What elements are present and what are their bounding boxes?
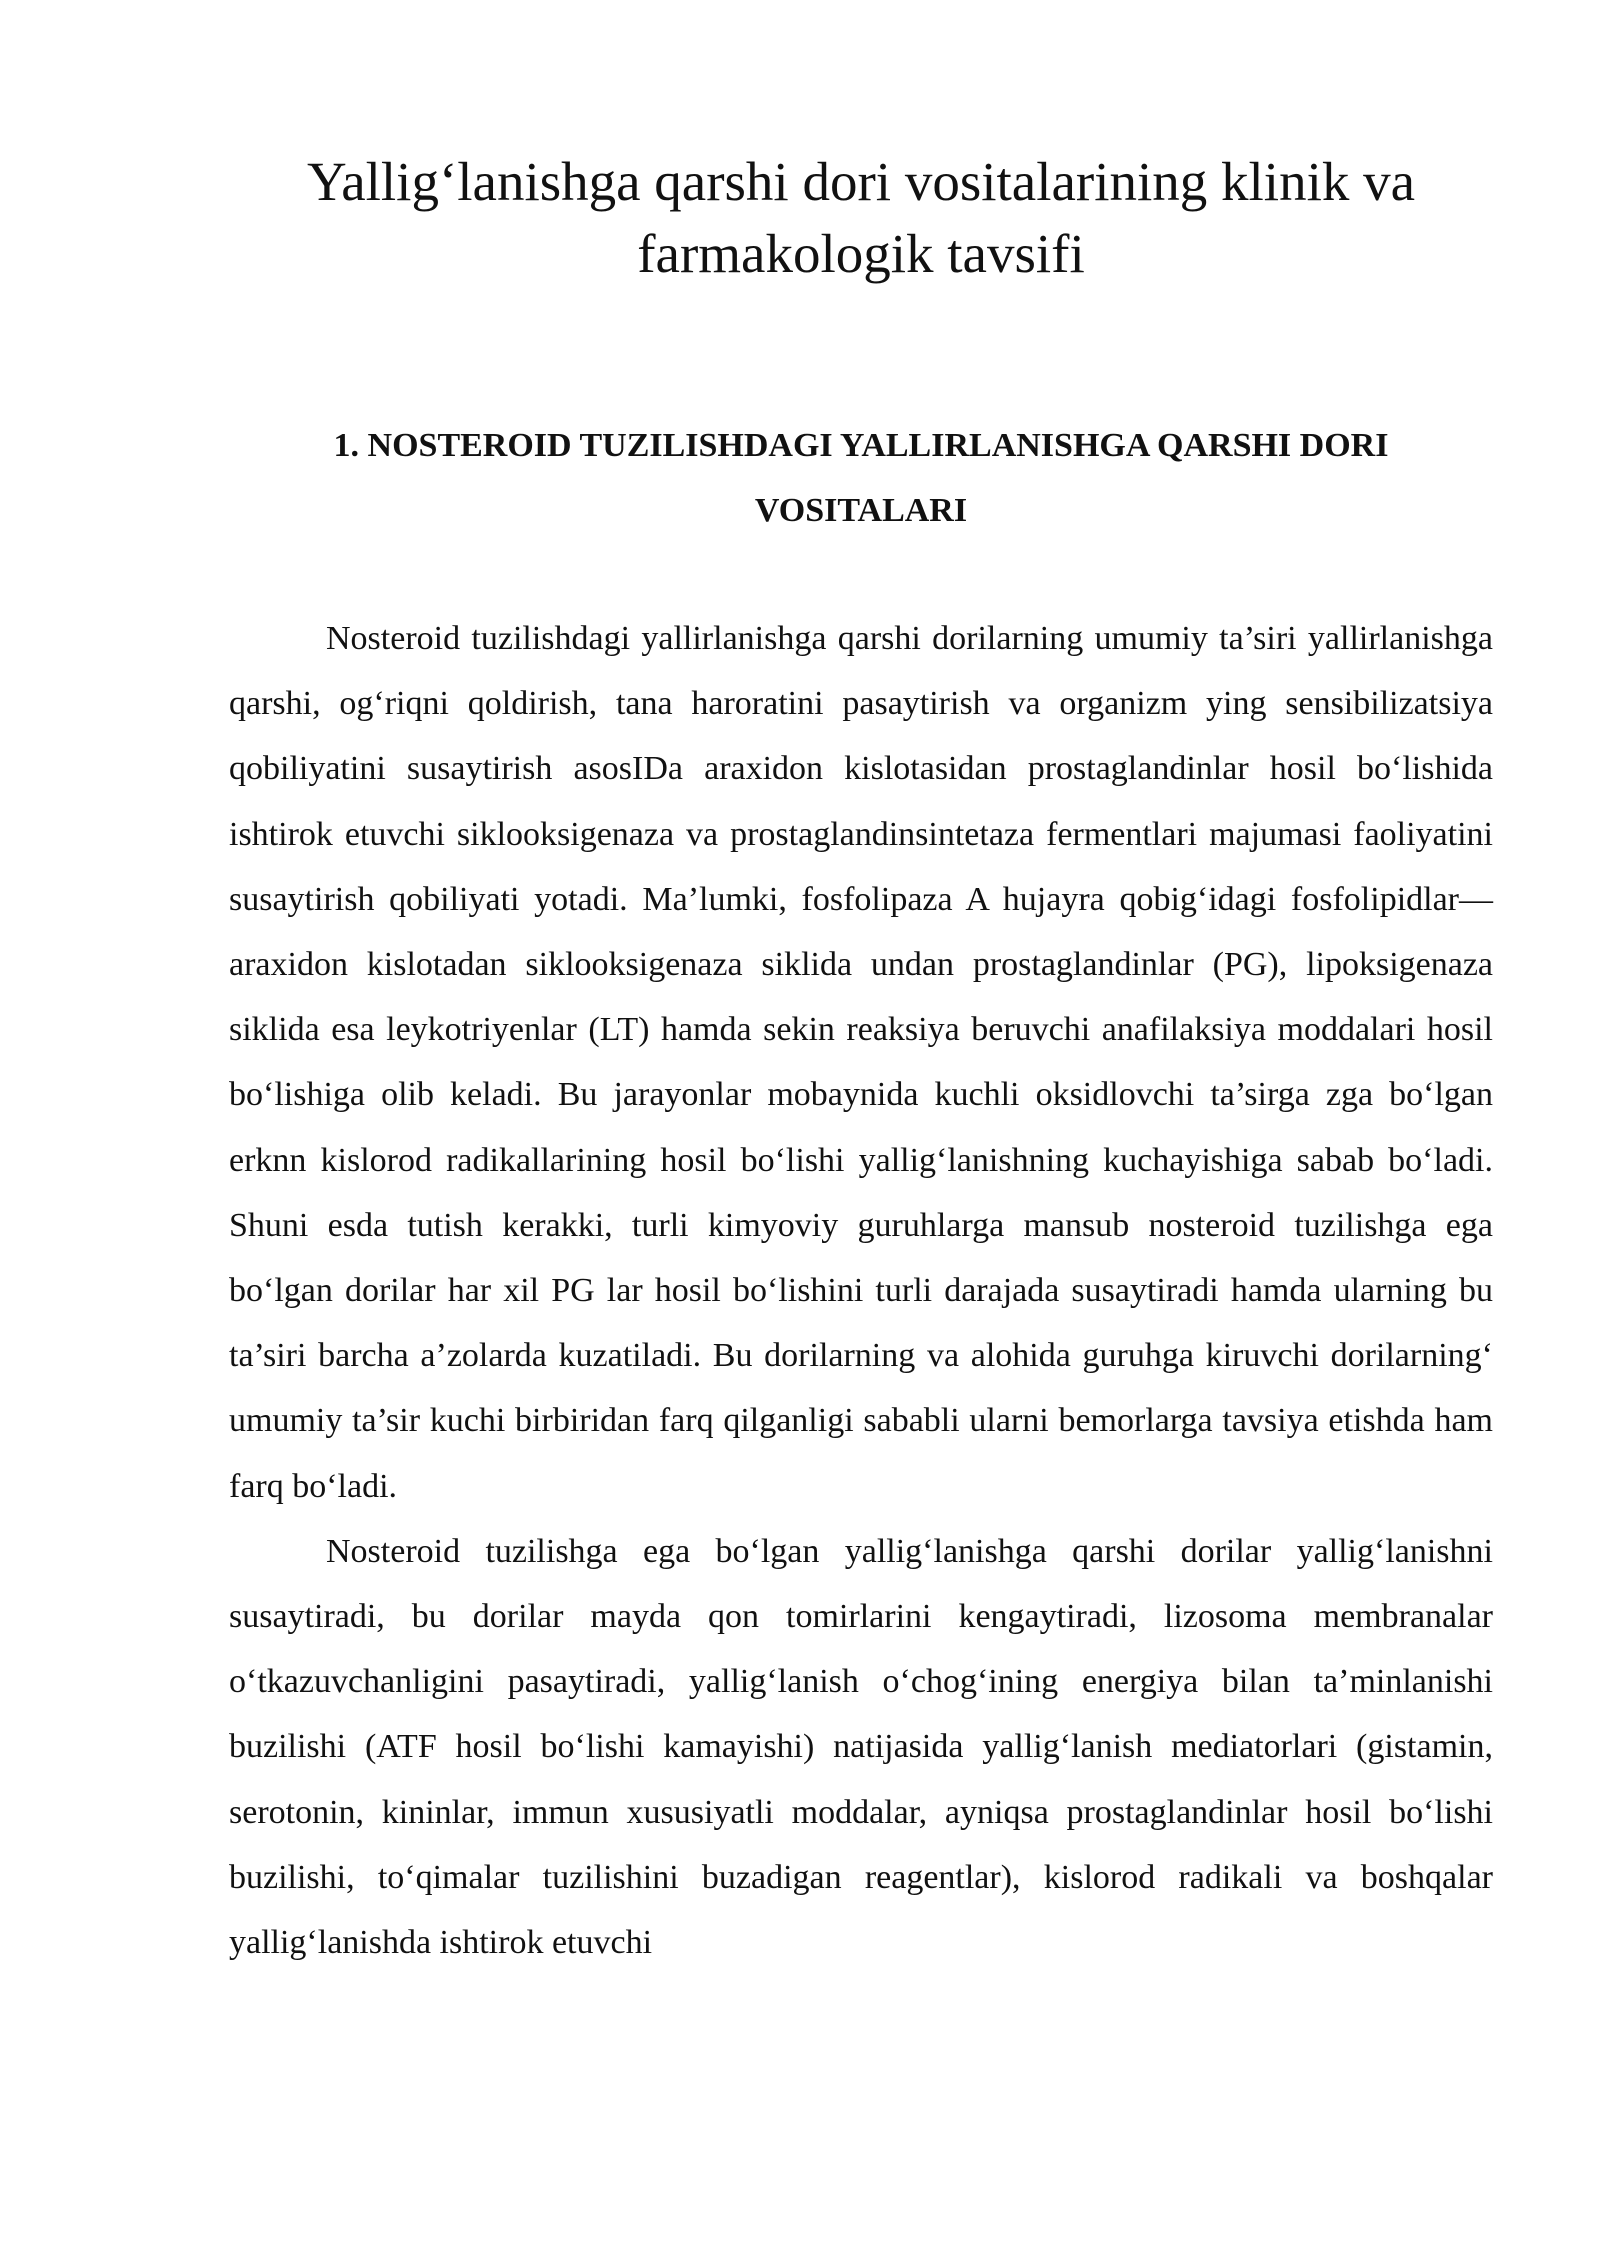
document-title: Yallig‘lanishga qarshi dori vositalarining klinik va farmakologik tavsifi: [306, 151, 1416, 284]
paragraph: Nosteroid tuzilishdagi yallirlanishga qarshi dorilarning umumiy ta’siri yallirlanishga qarshi, og‘riqni qoldirish, tana haroratini pasaytirish va organizm ying sensibilizatsiya qobiliyatini susaytirish asosIDa araxidon kislotasidan prostaglandinlar hosil bo‘lishida ishtirok etuvchi siklooksigenaza va prostaglandinsintetaza fermentlari majumasi faoliyatini susaytirish qobiliyati yotadi. Ma’lumki, fosfolipaza A hujayra qobig‘idagi fosfolipidlar—araxidon kislotadan siklooksigenaza siklida undan prostaglandinlar (PG), lipoksigenaza siklida esa leykotriyenlar (LT) hamda sekin reaksiya beruvchi anafilaksiya moddalari hosil bo‘lishiga olib keladi. Bu jarayonlar mobaynida kuchli oksidlovchi ta’sirga zga bo‘lgan erknn kislorod radikallarining hosil bo‘lishi yallig‘lanishning kuchayishiga sabab bo‘ladi. Shuni esda tutish kerakki, turli kimyoviy guruhlarga mansub nosteroid tuzilishga ega bo‘lgan dorilar har xil PG lar hosil bo‘lishini turli darajada susaytiradi hamda ularning bu ta’siri barcha a’zolarda kuzatiladi. Bu dorilarning va alohida guruhga kiruvchi dorilarning‘ umumiy ta’sir kuchi birbiridan farq qilganligi sababli ularni bemorlarga tavsiya etishda ham farq bo‘ladi.: [229, 620, 1493, 1505]
paragraph: Nosteroid tuzilishga ega bo‘lgan yallig‘lanishga qarshi dorilar yallig‘lanishni susaytiradi, bu dorilar mayda qon tomirlarini kengaytiradi, lizosoma membranalar o‘tkazuvchanligini pasaytiradi, yallig‘lanish o‘chog‘ining energiya bilan ta’minlanishi buzilishi (ATF hosil bo‘lishi kamayishi) natijasida yallig‘lanish mediatorlari (gistamin, serotonin, kininlar, immun xususiyatli moddalar, ayniqsa prostaglandinlar hosil bo‘lishi buzilishi, to‘qimalar tuzilishini buzadigan reagentlar), kislorod radikali va boshqalar yallig‘lanishda ishtirok etuvchi: [229, 1532, 1493, 1962]
section-heading: 1. NOSTEROID TUZILISHDAGI YALLIRLANISHGA QARSHI DORI VOSITALARI: [333, 427, 1389, 529]
body-text: [229, 606, 1493, 1975]
